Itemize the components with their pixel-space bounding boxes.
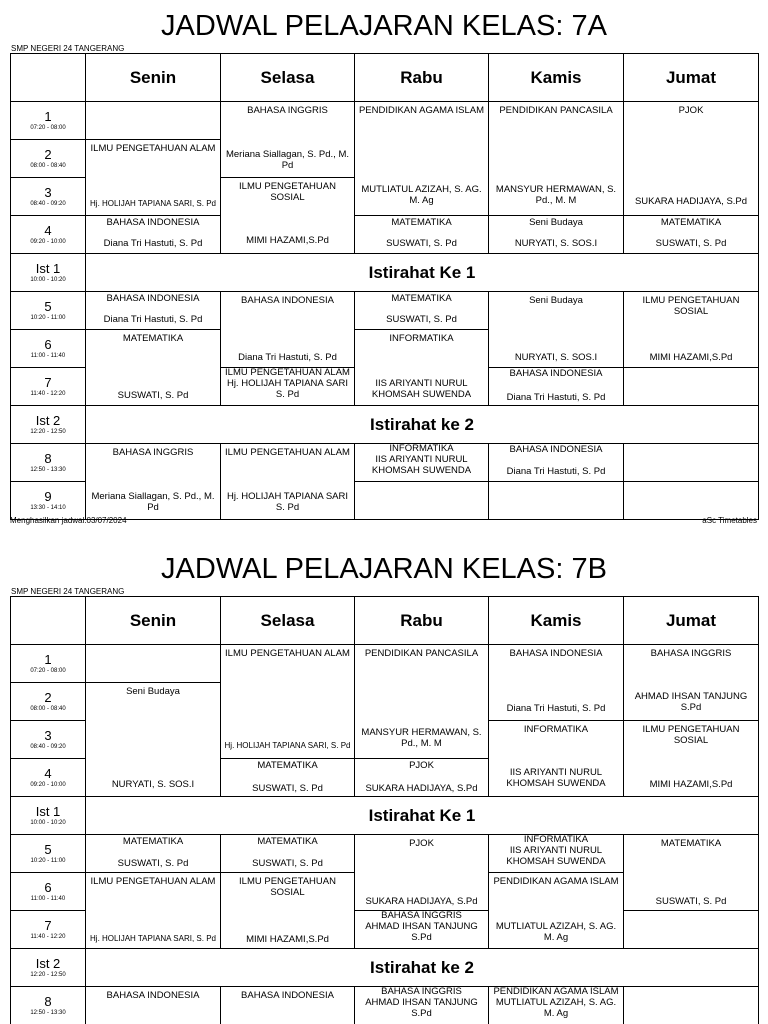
period-number: 8 [44,994,52,1009]
period-number: 5 [44,299,52,314]
subject-label: BAHASA INGGRIS [650,648,732,659]
period-time: 08:00 - 08:40 [30,163,66,169]
lesson-cell [221,987,355,1024]
period-number: Ist 2 [35,956,61,971]
period-cell [11,721,86,759]
teacher-label: MIMI HAZAMI,S.Pd [649,779,733,790]
subject-label: ILMU PENGETAHUAN ALAM [225,447,350,458]
lesson-cell [355,330,489,406]
school-name: SMP NEGERI 24 TANGERANG [11,44,125,53]
empty-cell [624,911,759,949]
subject-label: MATEMATIKA [122,836,184,847]
break-row: Istirahat Ke 1 [86,254,759,292]
teacher-label: SUSWATI, S. Pd [117,858,189,869]
subject-label: ILMU PENGETAHUAN ALAM [90,876,216,887]
period-cell [11,178,86,216]
period-time: 07:20 - 08:00 [30,668,66,674]
timetable-credit: aSc Timetables [702,516,757,525]
subject-label: PENDIDIKAN AGAMA ISLAM [493,876,619,887]
teacher-label: NURYATI, S. SOS.I [111,779,195,790]
subject-label: ILMU PENGETAHUAN ALAM [225,367,350,378]
lesson-cell [624,102,759,216]
lesson-cell [489,721,624,797]
period-cell [11,911,86,949]
period-number: 9 [44,489,52,504]
subject-label: ILMU PENGETAHUAN SOSIAL [642,724,740,746]
subject-label: INFORMATIKA [389,333,454,344]
period-time: 10:20 - 11:00 [30,858,66,864]
subject-label: PENDIDIKAN AGAMA ISLAM [358,105,485,116]
lesson-cell [624,216,759,254]
teacher-label: IIS ARIYANTI NURUL KHOMSAH SUWENDA [506,767,606,789]
subject-label: Seni Budaya [126,686,180,697]
lesson-cell [86,835,221,873]
period-cell [11,645,86,683]
teacher-label: SUKARA HADIJAYA, S.Pd [634,196,748,207]
teacher-label: SUSWATI, S. Pd [655,238,727,249]
period-time: 10:00 - 10:20 [30,820,66,826]
period-cell [11,102,86,140]
lesson-cell [86,140,221,216]
lesson-cell [221,368,355,406]
period-time: 12:20 - 12:50 [30,429,66,435]
lesson-cell [489,987,624,1024]
day-header-selasa: Selasa [221,54,355,102]
teacher-label: MANSYUR HERMAWAN, S. Pd., M. M [361,727,482,749]
period-time: 11:00 - 11:40 [30,896,66,902]
period-time: 13:30 - 14:10 [30,505,66,511]
subject-label: ILMU PENGETAHUAN SOSIAL [239,876,336,898]
day-header-senin: Senin [86,54,221,102]
day-header-selasa: Selasa [221,597,355,645]
period-time: 11:40 - 12:20 [30,934,66,940]
teacher-label: Hj. HOLIJAH TAPIANA SARI, S. Pd [224,741,351,750]
break-row: Istirahat ke 2 [86,949,759,987]
period-number: 2 [44,147,52,162]
period-cell [11,140,86,178]
subject-label: PJOK [409,760,434,771]
lesson-cell [221,102,355,178]
subject-label: PENDIDIKAN AGAMA ISLAM [493,986,619,997]
period-number: 2 [44,690,52,705]
teacher-label: Hj. HOLIJAH TAPIANA SARI S. Pd [226,491,349,513]
period-cell [11,292,86,330]
subject-label: BAHASA INGGRIS [247,105,328,116]
lesson-cell [355,911,489,949]
subject-label: BAHASA INDONESIA [509,444,603,455]
generated-date: Menghasilkan jadwal:03/07/2024 [10,516,127,525]
subject-label: ILMU PENGETAHUAN ALAM [225,648,350,659]
empty-cell [355,482,489,520]
subject-label: BAHASA INGGRIS [112,447,194,458]
teacher-label: NURYATI, S. SOS.I [514,352,598,363]
lesson-cell [489,102,624,216]
period-number: Ist 1 [35,261,61,276]
subject-label: MATEMATIKA [391,293,452,304]
timetable-title: JADWAL PELAJARAN KELAS: 7A [161,10,607,42]
day-header-kamis: Kamis [489,54,624,102]
period-number: 4 [44,223,52,238]
period-number: 6 [44,880,52,895]
subject-label: ILMU PENGETAHUAN SOSIAL [642,295,740,317]
teacher-label: Diana Tri Hastuti, S. Pd [506,703,606,714]
period-time: 11:40 - 12:20 [30,391,66,397]
lesson-cell [489,444,624,482]
lesson-cell [355,216,489,254]
subject-label: BAHASA INGGRIS [381,910,462,921]
lesson-cell [489,292,624,368]
subject-label: BAHASA INDONESIA [241,295,334,306]
subject-label: INFORMATIKA [389,443,454,454]
lesson-cell [624,292,759,368]
subject-label: PENDIDIKAN PANCASILA [364,648,479,659]
teacher-label: AHMAD IHSAN TANJUNG S.Pd [365,921,478,943]
period-number: 1 [44,109,52,124]
teacher-label: IIS ARIYANTI NURUL KHOMSAH SUWENDA [371,454,472,476]
teacher-label: Meriana Siallagan, S. Pd., M. Pd [225,149,350,171]
teacher-label: SUSWATI, S. Pd [655,896,727,907]
teacher-label: Diana Tri Hastuti, S. Pd [238,352,337,363]
period-cell [11,482,86,520]
period-number: 7 [44,375,52,390]
empty-cell [86,102,221,140]
period-time: 08:40 - 09:20 [30,201,66,207]
subject-label: ILMU PENGETAHUAN SOSIAL [239,181,336,203]
lesson-cell [86,683,221,797]
teacher-label: SUKARA HADIJAYA, S.Pd [365,896,478,907]
subject-label: INFORMATIKA [523,724,589,735]
lesson-cell [489,835,624,873]
lesson-cell [624,721,759,797]
teacher-label: SUKARA HADIJAYA, S.Pd [365,783,478,794]
period-cell [11,368,86,406]
empty-cell [624,368,759,406]
period-number: 8 [44,451,52,466]
timetable-7a [10,53,759,520]
teacher-label: SUSWATI, S. Pd [252,783,323,794]
period-time: 08:00 - 08:40 [30,706,66,712]
subject-label: PJOK [678,105,704,116]
period-number: 5 [44,842,52,857]
teacher-label: SUSWATI, S. Pd [117,390,189,401]
lesson-cell [355,759,489,797]
period-number: Ist 2 [35,413,61,428]
subject-label: MATEMATIKA [257,760,318,771]
period-time: 12:20 - 12:50 [30,972,66,978]
teacher-label: IIS ARIYANTI NURUL KHOMSAH SUWENDA [506,845,606,867]
teacher-label: Meriana Siallagan, S. Pd., M. Pd [91,491,215,513]
period-cell [11,987,86,1024]
lesson-cell [221,759,355,797]
timetable-title: JADWAL PELAJARAN KELAS: 7B [161,553,607,585]
period-number: Ist 1 [35,804,61,819]
subject-label: Seni Budaya [529,217,583,228]
teacher-label: IIS ARIYANTI NURUL KHOMSAH SUWENDA [371,378,472,400]
lesson-cell [624,835,759,911]
corner-cell [11,597,86,645]
subject-label: BAHASA INDONESIA [106,990,200,1001]
day-header-jumat: Jumat [624,54,759,102]
teacher-label: Hj. HOLIJAH TAPIANA SARI S. Pd [226,378,349,400]
lesson-cell [355,292,489,330]
subject-label: MATEMATIKA [122,333,184,344]
break-row: Istirahat ke 2 [86,406,759,444]
day-header-kamis: Kamis [489,597,624,645]
period-number: 3 [44,728,52,743]
subject-label: BAHASA INDONESIA [509,368,603,379]
teacher-label: MIMI HAZAMI,S.Pd [246,934,329,945]
period-time: 08:40 - 09:20 [30,744,66,750]
lesson-cell [489,645,624,721]
day-header-rabu: Rabu [355,54,489,102]
lesson-cell [86,444,221,520]
subject-label: MATEMATIKA [257,836,318,847]
teacher-label: Diana Tri Hastuti, S. Pd [506,392,606,403]
empty-cell [624,482,759,520]
teacher-label: AHMAD IHSAN TANJUNG S.Pd [634,691,748,713]
teacher-label: SUSWATI, S. Pd [386,314,457,325]
lesson-cell [355,102,489,216]
period-time: 10:20 - 11:00 [30,315,66,321]
lesson-cell [624,645,759,721]
period-cell [11,444,86,482]
lesson-cell [86,873,221,949]
subject-label: INFORMATIKA [523,834,589,845]
teacher-label: MIMI HAZAMI,S.Pd [246,235,329,246]
lesson-cell [221,645,355,759]
period-cell [11,406,86,444]
period-cell [11,797,86,835]
empty-cell [489,482,624,520]
period-cell [11,330,86,368]
subject-label: PENDIDIKAN PANCASILA [499,105,613,116]
subject-label: BAHASA INDONESIA [106,293,200,304]
period-cell [11,254,86,292]
period-time: 11:00 - 11:40 [30,353,66,359]
lesson-cell [86,987,221,1024]
teacher-label: Diana Tri Hastuti, S. Pd [506,466,606,477]
teacher-label: Diana Tri Hastuti, S. Pd [103,238,203,249]
lesson-cell [489,873,624,949]
period-time: 10:00 - 10:20 [30,277,66,283]
period-cell [11,873,86,911]
day-header-rabu: Rabu [355,597,489,645]
period-number: 1 [44,652,52,667]
lesson-cell [355,444,489,482]
empty-cell [624,444,759,482]
teacher-label: AHMAD IHSAN TANJUNG S.Pd [365,997,478,1019]
day-header-jumat: Jumat [624,597,759,645]
teacher-label: NURYATI, S. SOS.I [514,238,598,249]
teacher-label: MANSYUR HERMAWAN, S. Pd., M. M [495,184,617,206]
subject-label: ILMU PENGETAHUAN ALAM [90,143,216,154]
period-cell [11,683,86,721]
teacher-label: Diana Tri Hastuti, S. Pd [103,314,203,325]
subject-label: MATEMATIKA [391,217,452,228]
teacher-label: MUTLIATUL AZIZAH, S. AG. M. Ag [495,997,617,1019]
teacher-label: Hj. HOLIJAH TAPIANA SARI, S. Pd [90,934,216,943]
teacher-label: SUSWATI, S. Pd [252,858,323,869]
lesson-cell [355,987,489,1024]
period-cell [11,835,86,873]
period-number: 4 [44,766,52,781]
lesson-cell [355,645,489,759]
lesson-cell [221,292,355,368]
lesson-cell [86,330,221,406]
lesson-cell [489,216,624,254]
subject-label: MATEMATIKA [660,838,722,849]
lesson-cell [86,292,221,330]
teacher-label: MUTLIATUL AZIZAH, S. AG. M. Ag [495,921,617,943]
timetable-7b [10,596,759,1024]
period-cell [11,759,86,797]
period-time: 07:20 - 08:00 [30,125,66,131]
period-number: 7 [44,918,52,933]
period-time: 09:20 - 10:00 [30,782,66,788]
lesson-cell [489,368,624,406]
period-time: 12:50 - 13:30 [30,1010,66,1016]
period-number: 6 [44,337,52,352]
subject-label: Seni Budaya [529,295,583,306]
lesson-cell [221,444,355,520]
teacher-label: SUSWATI, S. Pd [386,238,457,249]
period-time: 09:20 - 10:00 [30,239,66,245]
subject-label: MATEMATIKA [660,217,722,228]
lesson-cell [221,835,355,873]
teacher-label: Hj. HOLIJAH TAPIANA SARI, S. Pd [90,199,216,208]
subject-label: BAHASA INDONESIA [106,217,200,228]
lesson-cell [221,873,355,949]
period-number: 3 [44,185,52,200]
period-cell [11,949,86,987]
break-row: Istirahat Ke 1 [86,797,759,835]
header-row [11,54,759,102]
subject-label: BAHASA INDONESIA [241,990,334,1001]
lesson-cell [221,178,355,254]
header-row [11,597,759,645]
school-name: SMP NEGERI 24 TANGERANG [11,587,125,596]
teacher-label: MIMI HAZAMI,S.Pd [649,352,733,363]
empty-cell [86,645,221,683]
subject-label: BAHASA INGGRIS [381,986,462,997]
subject-label: PJOK [409,838,434,849]
day-header-senin: Senin [86,597,221,645]
empty-cell [624,987,759,1024]
corner-cell [11,54,86,102]
period-time: 12:50 - 13:30 [30,467,66,473]
subject-label: BAHASA INDONESIA [509,648,603,659]
lesson-cell [86,216,221,254]
lesson-cell [355,835,489,911]
period-cell [11,216,86,254]
teacher-label: MUTLIATUL AZIZAH, S. AG. M. Ag [361,184,482,206]
